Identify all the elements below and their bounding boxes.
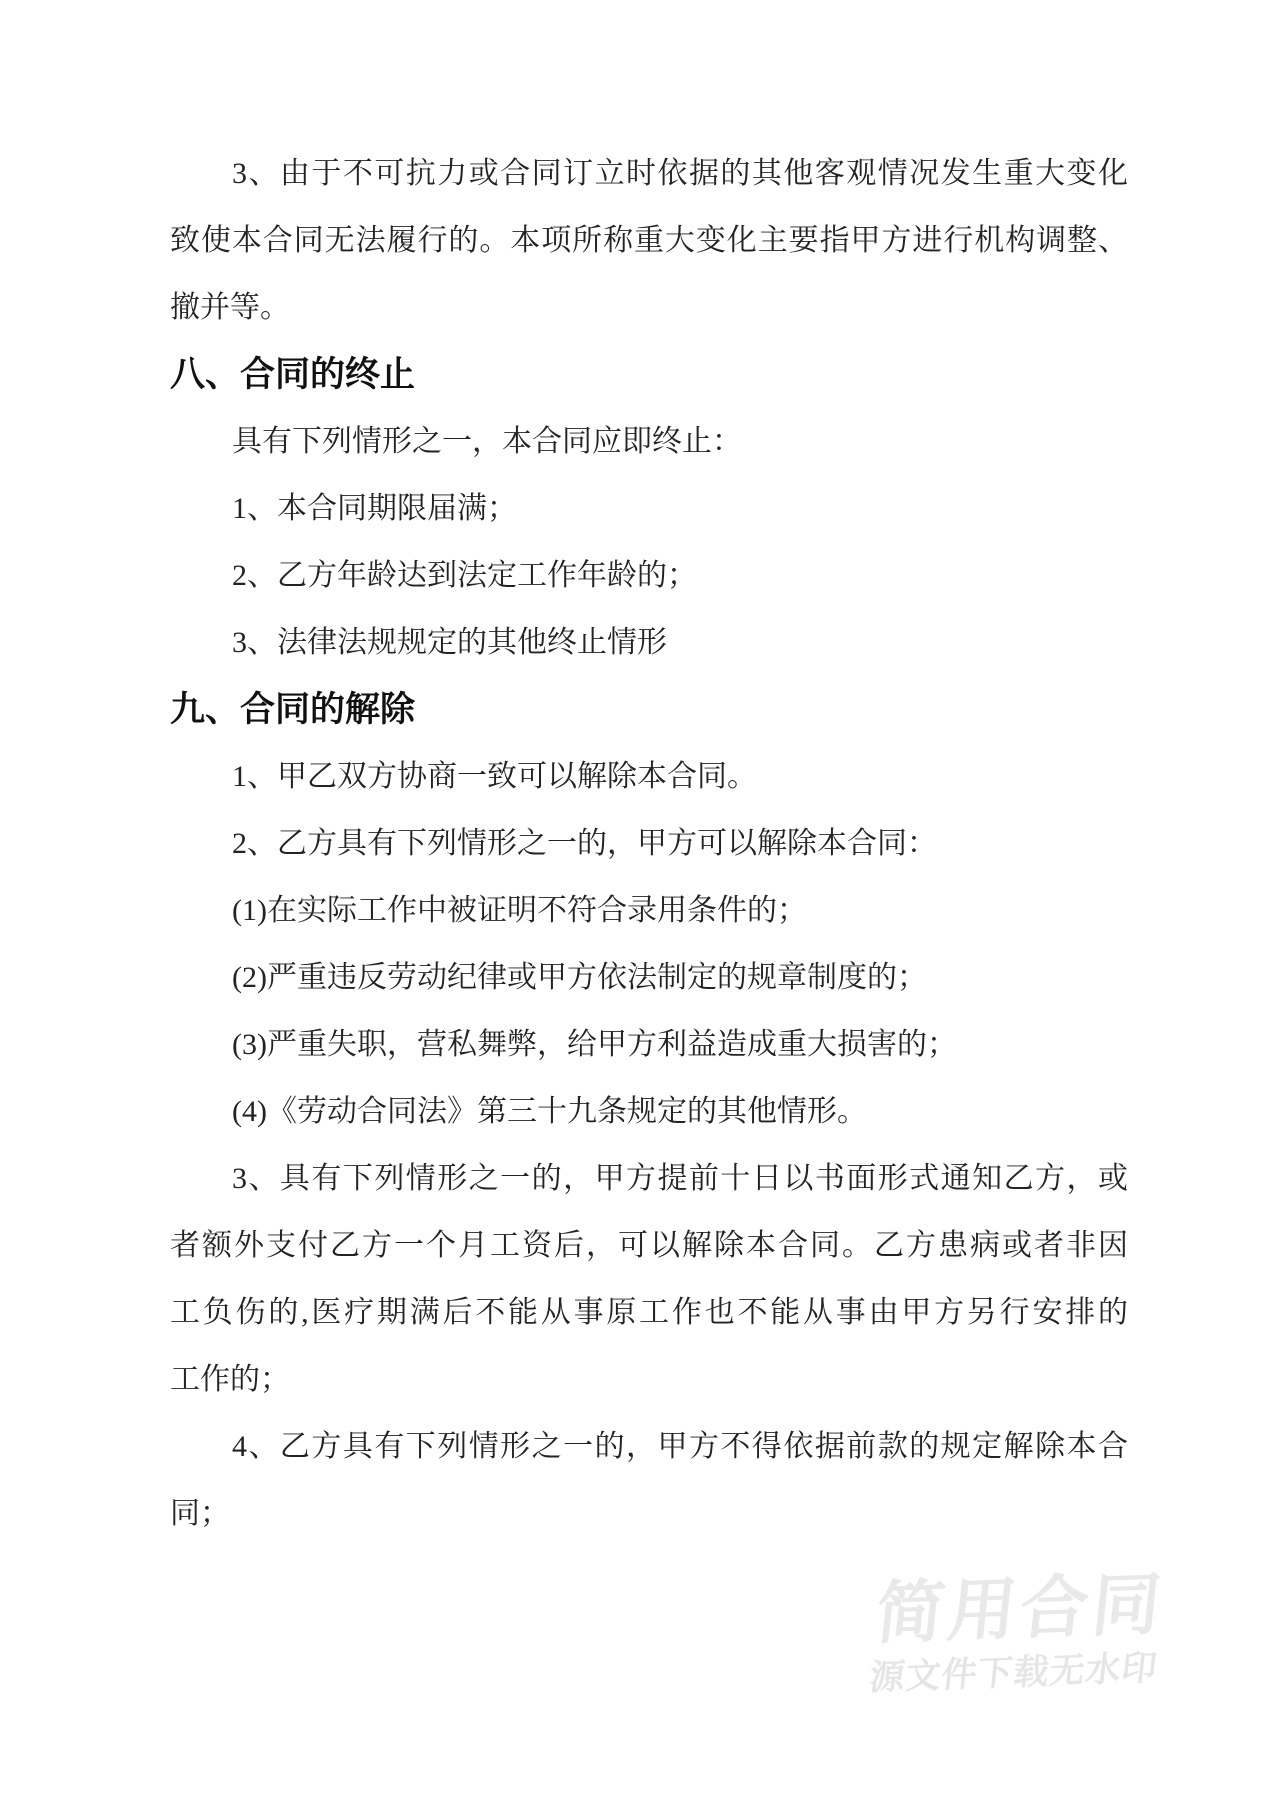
section-heading: 八、合同的终止	[170, 355, 416, 394]
text-line: 同；	[170, 1497, 230, 1530]
watermark	[867, 1565, 1169, 1698]
watermark-title: 简用合同	[872, 1565, 1169, 1653]
text-line: 2、乙方年龄达到法定工作年龄的；	[232, 559, 697, 592]
text-line: (4)《劳动合同法》第三十九条规定的其他情形。	[232, 1095, 867, 1128]
text-line: 1、甲乙双方协商一致可以解除本合同。	[232, 760, 757, 793]
text-line: 4、乙方具有下列情形之一的，甲方不得依据前款的规定解除本合	[232, 1430, 1128, 1463]
text-line: (1)在实际工作中被证明不符合录用条件的；	[232, 894, 807, 927]
text-line: 者额外支付乙方一个月工资后，可以解除本合同。乙方患病或者非因	[170, 1229, 1128, 1262]
text-line: 撤并等。	[170, 291, 290, 324]
text-line: 工作的；	[170, 1363, 290, 1396]
watermark-subtitle: 源文件下载无水印	[867, 1648, 1160, 1698]
text-line: 3、具有下列情形之一的，甲方提前十日以书面形式通知乙方，或	[232, 1162, 1128, 1195]
text-line: (3)严重失职，营私舞弊，给甲方利益造成重大损害的；	[232, 1028, 957, 1061]
text-line: 致使本合同无法履行的。本项所称重大变化主要指甲方进行机构调整、	[170, 224, 1128, 257]
text-line: 具有下列情形之一，本合同应即终止：	[232, 425, 742, 458]
text-line: 2、乙方具有下列情形之一的，甲方可以解除本合同：	[232, 827, 937, 860]
text-line: 3、由于不可抗力或合同订立时依据的其他客观情况发生重大变化	[232, 157, 1128, 190]
document-body	[170, 140, 1128, 1547]
text-line: (2)严重违反劳动纪律或甲方依法制定的规章制度的；	[232, 961, 927, 994]
text-line: 工负伤的,医疗期满后不能从事原工作也不能从事由甲方另行安排的	[170, 1296, 1128, 1329]
text-line: 3、法律法规规定的其他终止情形	[232, 626, 667, 659]
section-heading: 九、合同的解除	[170, 690, 416, 729]
text-line: 1、本合同期限届满；	[232, 492, 517, 525]
